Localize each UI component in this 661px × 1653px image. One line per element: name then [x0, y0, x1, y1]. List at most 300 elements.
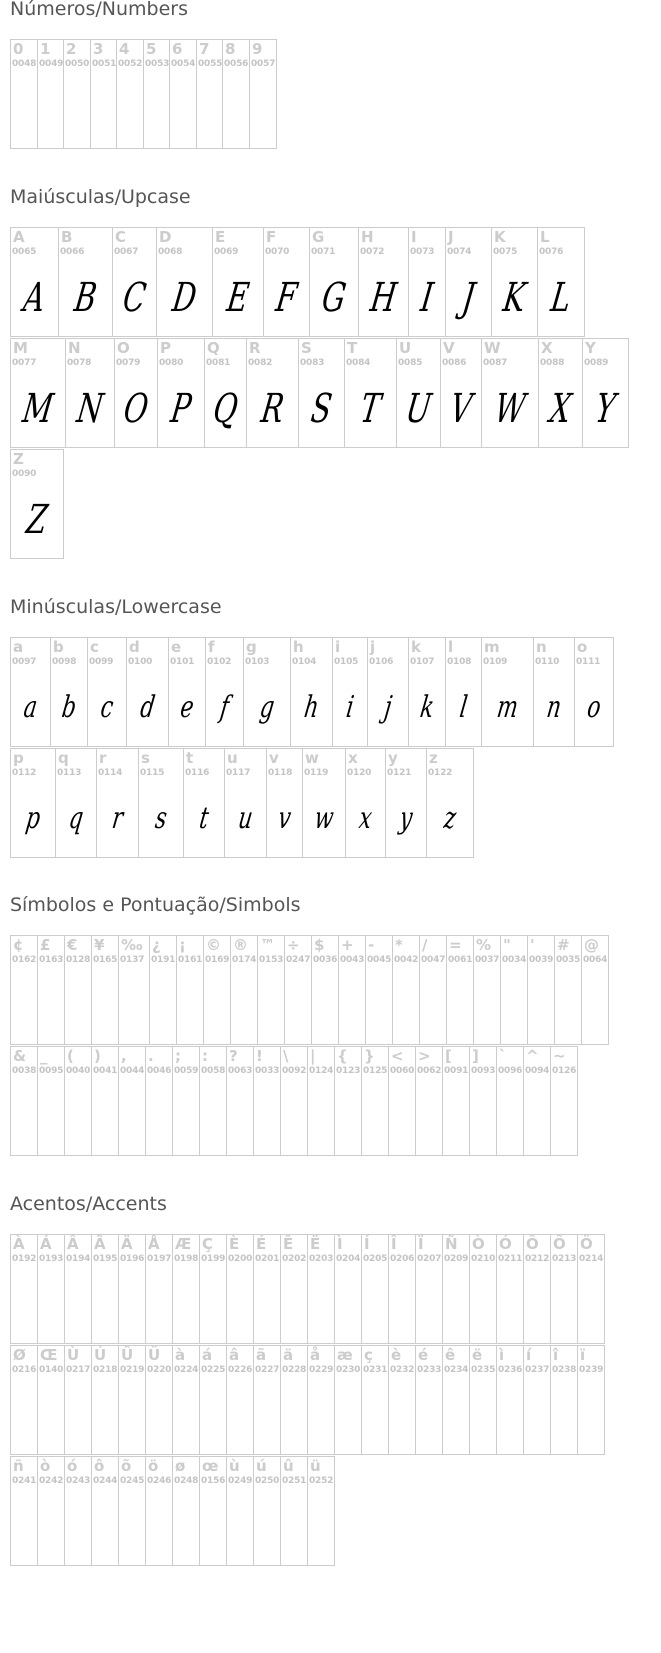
glyph-char-label: õ: [121, 1457, 132, 1475]
glyph-cell: [222, 39, 250, 149]
glyph-row: [10, 637, 613, 747]
glyph-sample: N: [74, 386, 106, 432]
glyph-char-label: /: [422, 936, 428, 954]
glyph-sample: C: [120, 275, 149, 321]
glyph-code-label: 0047: [421, 955, 446, 965]
glyph-cell: [145, 1345, 173, 1455]
glyph-char-label: ©: [206, 936, 221, 954]
glyph-sample: R: [258, 386, 287, 432]
glyph-cell: [491, 227, 538, 337]
glyph-code-label: 0052: [118, 59, 143, 69]
glyph-cell: [523, 1345, 551, 1455]
glyph-cell: [307, 1046, 335, 1156]
glyph-char-label: ú: [256, 1457, 267, 1475]
glyph-cell: [91, 935, 119, 1045]
glyph-sample: f: [218, 690, 232, 725]
glyph-char-label: â: [229, 1346, 240, 1364]
glyph-sample: b: [59, 690, 79, 725]
glyph-cell: [64, 1234, 92, 1344]
glyph-cell: [10, 935, 38, 1045]
glyph-cell: [64, 1046, 92, 1156]
glyph-cell: [307, 1234, 335, 1344]
glyph-cell: [145, 1234, 173, 1344]
glyph-cell: [10, 1046, 38, 1156]
glyph-char-label: E: [215, 228, 226, 246]
glyph-char-label: w: [305, 749, 319, 767]
glyph-sample: V: [447, 386, 475, 432]
glyph-sample: r: [109, 801, 126, 836]
glyph-code-label: 0216: [12, 1365, 37, 1375]
section-title-upcase: Maiúsculas/Upcase: [10, 186, 191, 208]
glyph-row: [10, 1345, 604, 1455]
glyph-code-label: 0051: [92, 59, 117, 69]
glyph-code-label: 0037: [475, 955, 500, 965]
glyph-cell: [10, 1456, 38, 1566]
glyph-char-label: h: [293, 638, 304, 656]
glyph-code-label: 0082: [248, 358, 273, 368]
glyph-char-label: £: [40, 936, 51, 954]
glyph-char-label: 1: [40, 40, 51, 58]
glyph-sample: z: [441, 801, 459, 836]
glyph-cell: [226, 1345, 254, 1455]
glyph-code-label: 0054: [171, 59, 196, 69]
glyph-char-label: é: [418, 1346, 429, 1364]
glyph-code-label: 0068: [158, 247, 183, 257]
glyph-code-label: 0073: [410, 247, 435, 257]
glyph-code-label: 0107: [410, 657, 435, 667]
glyph-char-label: g: [246, 638, 257, 656]
glyph-char-label: ã: [256, 1346, 267, 1364]
glyph-code-label: 0242: [39, 1476, 64, 1486]
glyph-cell: [581, 935, 609, 1045]
glyph-code-label: 0123: [336, 1066, 361, 1076]
glyph-cell: [90, 39, 117, 149]
glyph-cell: [469, 1046, 497, 1156]
glyph-code-label: 0115: [140, 768, 165, 778]
glyph-code-label: 0200: [228, 1254, 253, 1264]
glyph-char-label: ?: [229, 1047, 238, 1065]
glyph-char-label: O: [117, 339, 130, 357]
glyph-char-label: Ö: [580, 1235, 593, 1253]
glyph-cell: [396, 338, 441, 448]
glyph-cell: [388, 1234, 416, 1344]
glyph-char-label: ‰: [121, 936, 143, 954]
glyph-cell: [307, 1345, 335, 1455]
glyph-cell: [145, 1046, 173, 1156]
glyph-cell: [204, 338, 247, 448]
glyph-cell: [10, 449, 64, 559]
glyph-cell: [311, 935, 339, 1045]
glyph-code-label: 0087: [483, 358, 508, 368]
glyph-cell: [91, 1046, 119, 1156]
glyph-cell: [280, 1234, 308, 1344]
glyph-char-label: W: [484, 339, 501, 357]
glyph-code-label: 0044: [120, 1066, 145, 1076]
glyph-char-label: Ú: [94, 1346, 107, 1364]
glyph-cell: [118, 1345, 146, 1455]
glyph-sample: F: [273, 275, 300, 321]
glyph-char-label: Õ: [553, 1235, 566, 1253]
glyph-char-label: å: [310, 1346, 321, 1364]
glyph-code-label: 0109: [483, 657, 508, 667]
glyph-cell: [226, 1234, 254, 1344]
glyph-cell: [415, 1046, 443, 1156]
glyph-cell: [309, 227, 359, 337]
glyph-code-label: 0098: [52, 657, 77, 667]
glyph-cell: [442, 1046, 470, 1156]
glyph-cell: [172, 1456, 200, 1566]
glyph-cell: [199, 1234, 227, 1344]
glyph-sample: S: [308, 386, 335, 432]
glyph-cell: [63, 39, 91, 149]
glyph-char-label: c: [90, 638, 99, 656]
glyph-char-label: œ: [202, 1457, 219, 1475]
glyph-code-label: 0059: [174, 1066, 199, 1076]
glyph-code-label: 0247: [286, 955, 311, 965]
glyph-sample: o: [585, 690, 604, 725]
glyph-cell: [10, 39, 38, 149]
glyph-sample: B: [71, 275, 100, 321]
glyph-char-label: r: [99, 749, 107, 767]
glyph-cell: [37, 1456, 65, 1566]
glyph-code-label: 0206: [390, 1254, 415, 1264]
glyph-cell: [298, 338, 345, 448]
glyph-char-label: F: [266, 228, 277, 246]
glyph-sample: k: [418, 690, 437, 725]
glyph-code-label: 0118: [268, 768, 293, 778]
glyph-char-label: Ù: [67, 1346, 80, 1364]
glyph-char-label: Œ: [40, 1346, 58, 1364]
glyph-code-label: 0075: [493, 247, 518, 257]
glyph-char-label: p: [13, 749, 24, 767]
glyph-char-label: J: [448, 228, 454, 246]
glyph-code-label: 0046: [147, 1066, 172, 1076]
glyph-cell: [253, 1046, 281, 1156]
glyph-char-label: {: [337, 1047, 348, 1065]
glyph-code-label: 0113: [57, 768, 82, 778]
glyph-char-label: Â: [67, 1235, 79, 1253]
glyph-char-label: 0: [13, 40, 24, 58]
glyph-code-label: 0250: [255, 1476, 280, 1486]
glyph-sample: w: [312, 801, 336, 836]
glyph-code-label: 0231: [363, 1365, 388, 1375]
glyph-cell: [10, 227, 59, 337]
glyph-code-label: 0036: [313, 955, 338, 965]
glyph-char-label: Á: [40, 1235, 52, 1253]
glyph-char-label: Q: [207, 339, 220, 357]
glyph-code-label: 0086: [442, 358, 467, 368]
glyph-cell: [37, 1345, 65, 1455]
glyph-cell: [358, 227, 409, 337]
glyph-cell: [10, 338, 66, 448]
glyph-char-label: à: [175, 1346, 186, 1364]
glyph-code-label: 0033: [255, 1066, 280, 1076]
glyph-cell: [415, 1234, 443, 1344]
section-title-accents: Acentos/Accents: [10, 1193, 167, 1215]
glyph-sample: a: [21, 690, 40, 725]
glyph-code-label: 0045: [367, 955, 392, 965]
glyph-char-label: |: [310, 1047, 316, 1065]
glyph-cell: [284, 935, 312, 1045]
glyph-char-label: A: [13, 228, 25, 246]
glyph-code-label: 0095: [39, 1066, 64, 1076]
glyph-cell: [253, 1345, 281, 1455]
glyph-cell: [290, 637, 333, 747]
glyph-code-label: 0096: [498, 1066, 523, 1076]
glyph-char-label: û: [283, 1457, 294, 1475]
glyph-code-label: 0069: [214, 247, 239, 257]
glyph-cell: [280, 1456, 308, 1566]
glyph-cell: [243, 637, 291, 747]
glyph-code-label: 0217: [66, 1365, 91, 1375]
glyph-cell: [344, 338, 397, 448]
glyph-char-label: m: [484, 638, 500, 656]
glyph-code-label: 0089: [584, 358, 609, 368]
glyph-code-label: 0057: [251, 59, 276, 69]
glyph-cell: [212, 227, 264, 337]
glyph-cell: [345, 748, 386, 858]
glyph-cell: [554, 935, 582, 1045]
glyph-code-label: 0213: [552, 1254, 577, 1264]
glyph-cell: [496, 1046, 524, 1156]
glyph-cell: [91, 1456, 119, 1566]
glyph-cell: [392, 935, 420, 1045]
glyph-char-label: R: [249, 339, 261, 357]
glyph-code-label: 0239: [579, 1365, 604, 1375]
glyph-sample: W: [491, 386, 529, 432]
glyph-code-label: 0090: [12, 469, 37, 479]
glyph-code-label: 0212: [525, 1254, 550, 1264]
glyph-cell: [114, 338, 158, 448]
glyph-code-label: 0061: [448, 955, 473, 965]
glyph-char-label: [: [445, 1047, 452, 1065]
glyph-cell: [65, 338, 115, 448]
glyph-cell: [574, 637, 614, 747]
glyph-cell: [203, 935, 231, 1045]
glyph-code-label: 0199: [201, 1254, 226, 1264]
glyph-char-label: í: [526, 1346, 532, 1364]
glyph-cell: [307, 1456, 335, 1566]
glyph-cell: [385, 748, 427, 858]
glyph-char-label: 6: [172, 40, 183, 58]
glyph-cell: [408, 637, 446, 747]
glyph-sample: P: [168, 386, 194, 432]
glyph-char-label: ö: [148, 1457, 159, 1475]
glyph-char-label: 9: [252, 40, 263, 58]
glyph-char-label: H: [361, 228, 374, 246]
glyph-char-label: á: [202, 1346, 213, 1364]
glyph-code-label: 0224: [174, 1365, 199, 1375]
glyph-code-label: 0092: [282, 1066, 307, 1076]
glyph-code-label: 0237: [525, 1365, 550, 1375]
glyph-code-label: 0034: [502, 955, 527, 965]
glyph-code-label: 0050: [65, 59, 90, 69]
glyph-code-label: 0214: [579, 1254, 604, 1264]
glyph-char-label: ì: [499, 1346, 505, 1364]
glyph-cell: [253, 1456, 281, 1566]
glyph-char-label: C: [115, 228, 127, 246]
glyph-cell: [112, 227, 157, 337]
glyph-char-label: I: [411, 228, 417, 246]
glyph-cell: [10, 637, 51, 747]
section-title-symbols: Símbolos e Pontuação/Simbols: [10, 894, 301, 916]
glyph-char-label: !: [256, 1047, 263, 1065]
glyph-cell: [55, 748, 97, 858]
glyph-char-label: d: [129, 638, 140, 656]
glyph-code-label: 0117: [226, 768, 251, 778]
glyph-code-label: 0225: [201, 1365, 226, 1375]
glyph-code-label: 0226: [228, 1365, 253, 1375]
glyph-char-label: :: [202, 1047, 208, 1065]
glyph-code-label: 0228: [282, 1365, 307, 1375]
glyph-cell: [426, 748, 474, 858]
glyph-cell: [138, 748, 184, 858]
glyph-cell: [550, 1046, 578, 1156]
glyph-cell: [64, 1456, 92, 1566]
glyph-sample: O: [120, 386, 152, 432]
glyph-char-label: Í: [364, 1235, 370, 1253]
glyph-sample: l: [457, 690, 470, 725]
glyph-cell: [334, 1234, 362, 1344]
glyph-cell: [445, 637, 482, 747]
glyph-char-label: $: [314, 936, 325, 954]
glyph-char-label: ¥: [94, 936, 105, 954]
glyph-row: [10, 1046, 577, 1156]
glyph-code-label: 0243: [66, 1476, 91, 1486]
glyph-code-label: 0230: [336, 1365, 361, 1375]
glyph-cell: [263, 227, 310, 337]
glyph-char-label: ™: [260, 936, 275, 954]
glyph-cell: [577, 1234, 605, 1344]
glyph-code-label: 0048: [12, 59, 37, 69]
glyph-cell: [64, 935, 92, 1045]
glyph-code-label: 0112: [12, 768, 37, 778]
glyph-char-label: ^: [526, 1047, 539, 1065]
glyph-char-label: 4: [119, 40, 130, 58]
glyph-char-label: î: [553, 1346, 559, 1364]
glyph-cell: [445, 227, 492, 337]
glyph-char-label: a: [13, 638, 24, 656]
glyph-char-label: S: [301, 339, 312, 357]
glyph-cell: [523, 1234, 551, 1344]
glyph-code-label: 0195: [93, 1254, 118, 1264]
glyph-code-label: 0219: [120, 1365, 145, 1375]
glyph-cell: [226, 1046, 254, 1156]
glyph-cell: [332, 637, 368, 747]
glyph-row: [10, 748, 473, 858]
glyph-code-label: 0140: [39, 1365, 64, 1375]
glyph-char-label: Ì: [337, 1235, 343, 1253]
glyph-char-label: ó: [67, 1457, 78, 1475]
glyph-code-label: 0083: [300, 358, 325, 368]
glyph-cell: [176, 935, 204, 1045]
glyph-char-label: t: [186, 749, 194, 767]
glyph-cell: [64, 1345, 92, 1455]
glyph-sample: d: [138, 690, 157, 725]
glyph-cell: [118, 1456, 146, 1566]
glyph-char-label: È: [229, 1235, 240, 1253]
glyph-code-label: 0128: [66, 955, 91, 965]
glyph-code-label: 0102: [207, 657, 232, 667]
glyph-code-label: 0244: [93, 1476, 118, 1486]
glyph-cell: [183, 748, 225, 858]
glyph-code-label: 0119: [304, 768, 329, 778]
glyph-char-label: D: [159, 228, 172, 246]
glyph-char-label: ¿: [152, 936, 161, 954]
glyph-code-label: 0097: [12, 657, 37, 667]
glyph-char-label: y: [388, 749, 398, 767]
glyph-cell: [442, 1345, 470, 1455]
glyph-code-label: 0076: [539, 247, 564, 257]
glyph-code-label: 0062: [417, 1066, 442, 1076]
glyph-code-label: 0162: [12, 955, 37, 965]
glyph-code-label: 0207: [417, 1254, 442, 1264]
glyph-char-label: M: [13, 339, 28, 357]
glyph-code-label: 0084: [346, 358, 371, 368]
glyph-code-label: 0241: [12, 1476, 37, 1486]
glyph-char-label: L: [540, 228, 550, 246]
glyph-cell: [538, 338, 583, 448]
glyph-code-label: 0248: [174, 1476, 199, 1486]
glyph-cell: [37, 935, 65, 1045]
glyph-code-label: 0161: [178, 955, 203, 965]
glyph-code-label: 0165: [93, 955, 118, 965]
glyph-code-label: 0249: [228, 1476, 253, 1486]
glyph-code-label: 0120: [347, 768, 372, 778]
glyph-char-label: ñ: [13, 1457, 24, 1475]
glyph-cell: [172, 1345, 200, 1455]
glyph-cell: [523, 1046, 551, 1156]
glyph-code-label: 0198: [174, 1254, 199, 1264]
glyph-char-label: n: [536, 638, 547, 656]
glyph-code-label: 0246: [147, 1476, 172, 1486]
glyph-char-label: x: [348, 749, 358, 767]
glyph-cell: [118, 1046, 146, 1156]
glyph-char-label: 7: [199, 40, 210, 58]
glyph-code-label: 0058: [201, 1066, 226, 1076]
glyph-sample: i: [344, 690, 356, 725]
glyph-code-label: 0236: [498, 1365, 523, 1375]
glyph-sample: x: [357, 801, 375, 836]
glyph-code-label: 0174: [232, 955, 257, 965]
glyph-sample: m: [494, 690, 521, 725]
glyph-sample: u: [236, 801, 255, 836]
glyph-char-label: ;: [175, 1047, 181, 1065]
glyph-char-label: s: [141, 749, 150, 767]
glyph-sample: T: [357, 386, 384, 432]
glyph-code-label: 0100: [128, 657, 153, 667]
glyph-sample: X: [547, 386, 574, 432]
glyph-char-label: _: [40, 1047, 48, 1065]
glyph-char-label: u: [227, 749, 238, 767]
glyph-char-label: ë: [472, 1346, 483, 1364]
glyph-char-label: Ü: [148, 1346, 161, 1364]
glyph-code-label: 0035: [556, 955, 581, 965]
glyph-cell: [440, 338, 482, 448]
glyph-code-label: 0104: [292, 657, 317, 667]
glyph-char-label: G: [312, 228, 325, 246]
glyph-cell: [577, 1345, 605, 1455]
glyph-code-label: 0156: [201, 1476, 226, 1486]
glyph-char-label: =: [449, 936, 462, 954]
glyph-char-label: K: [494, 228, 506, 246]
glyph-cell: [550, 1345, 578, 1455]
glyph-char-label: Ë: [310, 1235, 321, 1253]
glyph-cell: [199, 1456, 227, 1566]
glyph-sample: A: [20, 275, 49, 321]
glyph-code-label: 0056: [224, 59, 249, 69]
glyph-char-label: Ó: [499, 1235, 512, 1253]
